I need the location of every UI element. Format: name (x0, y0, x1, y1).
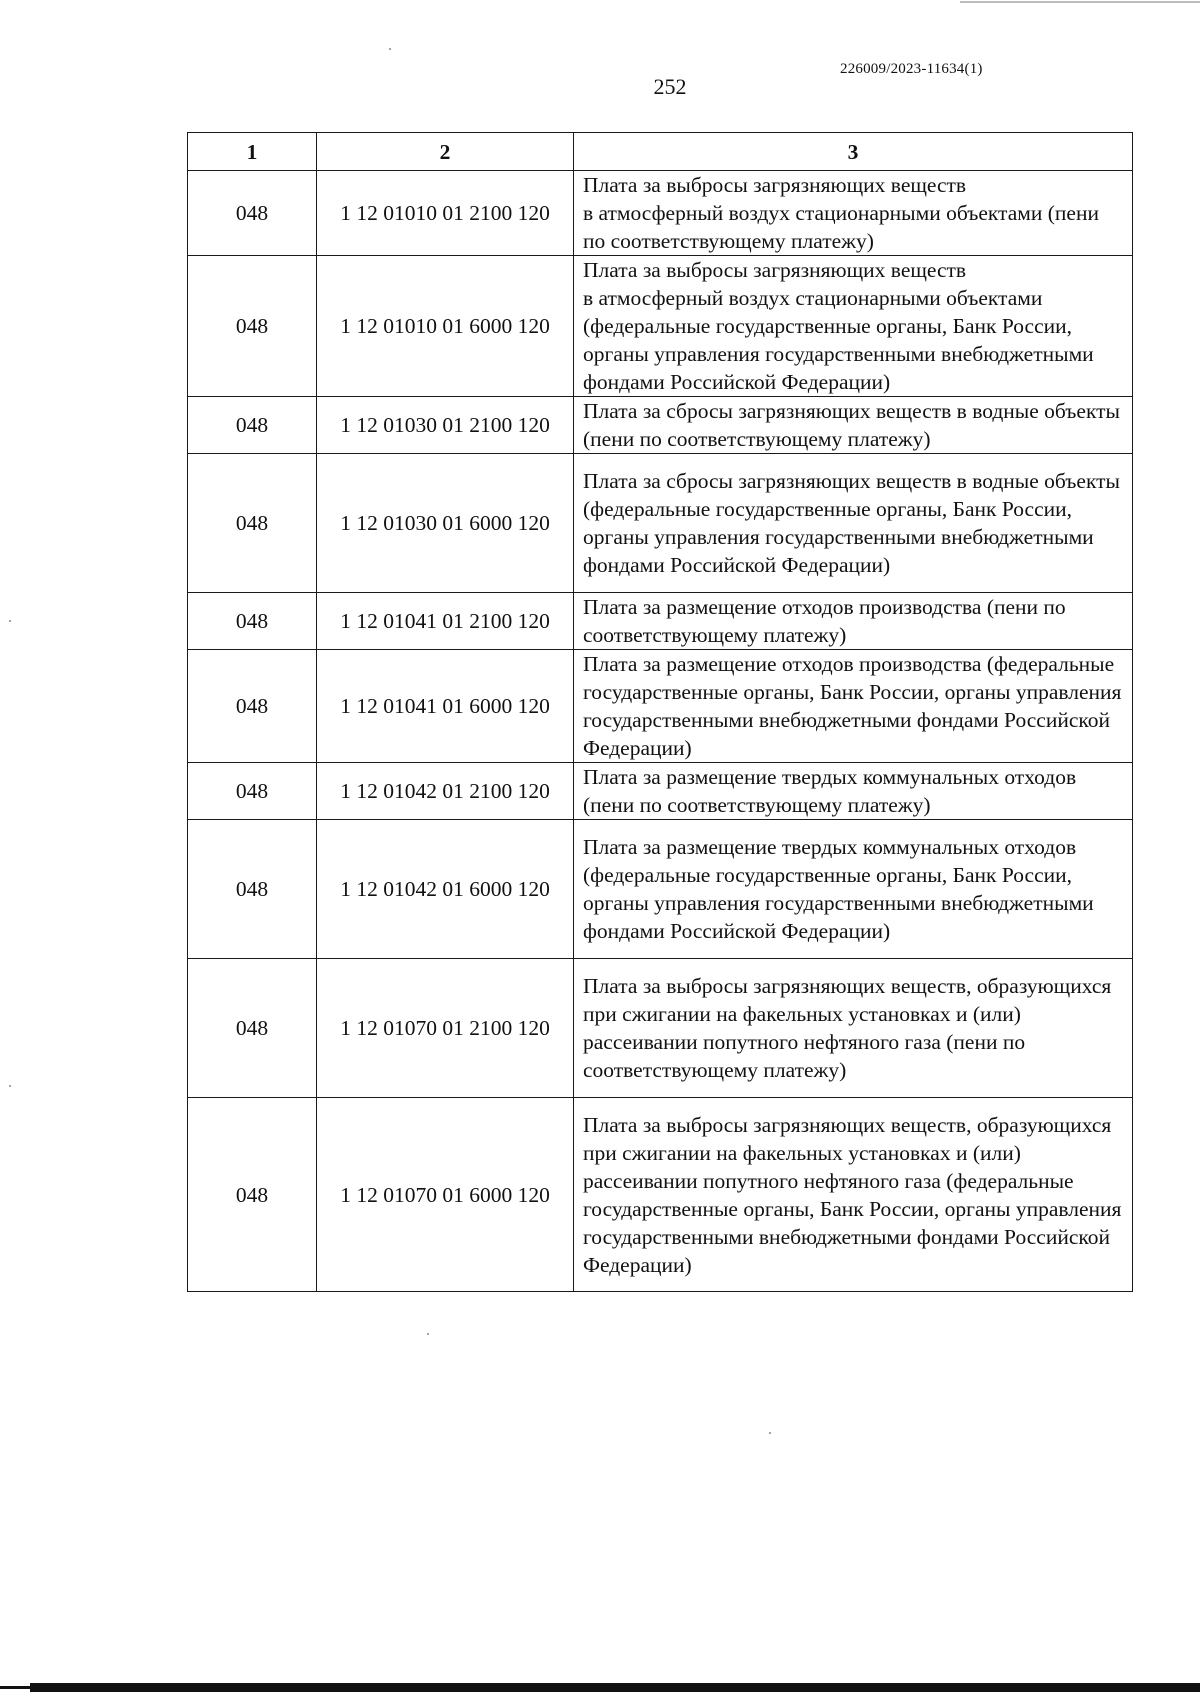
table-row (188, 454, 1133, 593)
budget-code-cell: 1 12 01041 01 2100 120 (317, 593, 574, 650)
agency-code-cell: 048 (188, 820, 317, 959)
budget-code-cell: 1 12 01010 01 2100 120 (317, 171, 574, 256)
table-row (188, 820, 1133, 959)
budget-codes-table-wrapper (187, 132, 1133, 1292)
table-row (188, 1098, 1133, 1292)
scan-speck (389, 48, 391, 50)
agency-code-cell: 048 (188, 1098, 317, 1292)
scan-speck (9, 620, 11, 622)
budget-code-cell: 1 12 01030 01 6000 120 (317, 454, 574, 593)
revenue-description-cell: Плата за размещение отходов производства (пени по соответствующему платежу) (574, 593, 1133, 650)
column-header-3: 3 (574, 133, 1133, 171)
revenue-description-cell: Плата за выбросы загрязняющих веществ, образующихся при сжигании на факельных установках и (или) рассеивании попутного нефтяного газа (федеральные государственные органы, Банк России, органы управления государственными внебюджетными фондами Российской Федерации) (574, 1098, 1133, 1292)
budget-code-cell: 1 12 01010 01 6000 120 (317, 256, 574, 397)
revenue-description-cell: Плата за размещение твердых коммунальных отходов (федеральные государственные органы, Банк России, органы управления государственными внебюджетными фондами Российской Федерации) (574, 820, 1133, 959)
table-row (188, 256, 1133, 397)
budget-code-cell: 1 12 01030 01 2100 120 (317, 397, 574, 454)
document-number: 226009/2023-11634(1) (840, 61, 983, 77)
table-body (188, 171, 1133, 1292)
agency-code-cell: 048 (188, 397, 317, 454)
revenue-description-cell: Плата за размещение твердых коммунальных отходов (пени по соответствующему платежу) (574, 763, 1133, 820)
column-header-2: 2 (317, 133, 574, 171)
table-row (188, 397, 1133, 454)
budget-code-cell: 1 12 01070 01 6000 120 (317, 1098, 574, 1292)
revenue-description-cell: Плата за размещение отходов производства (федеральные государственные органы, Банк России, органы управления государственными внебюджетными фондами Российской Федерации) (574, 650, 1133, 763)
table-row (188, 650, 1133, 763)
agency-code-cell: 048 (188, 593, 317, 650)
budget-code-cell: 1 12 01042 01 6000 120 (317, 820, 574, 959)
agency-code-cell: 048 (188, 454, 317, 593)
revenue-description-cell: Плата за сбросы загрязняющих веществ в водные объекты (пени по соответствующему платежу) (574, 397, 1133, 454)
agency-code-cell: 048 (188, 763, 317, 820)
budget-code-cell: 1 12 01041 01 6000 120 (317, 650, 574, 763)
table-row (188, 763, 1133, 820)
revenue-description-cell: Плата за выбросы загрязняющих веществ, образующихся при сжигании на факельных установках и (или) рассеивании попутного нефтяного газа (пени по соответствующему платежу) (574, 959, 1133, 1098)
budget-code-cell: 1 12 01042 01 2100 120 (317, 763, 574, 820)
revenue-description-cell: Плата за сбросы загрязняющих веществ в водные объекты (федеральные государственные органы, Банк России, органы управления государственными внебюджетными фондами Российской Федерации) (574, 454, 1133, 593)
budget-code-cell: 1 12 01070 01 2100 120 (317, 959, 574, 1098)
agency-code-cell: 048 (188, 650, 317, 763)
scan-speck (769, 1432, 771, 1434)
scan-speck (9, 1085, 11, 1087)
revenue-description-cell: Плата за выбросы загрязняющих веществ в атмосферный воздух стационарными объектами (пени по соответствующему платежу) (574, 171, 1133, 256)
agency-code-cell: 048 (188, 959, 317, 1098)
agency-code-cell: 048 (188, 171, 317, 256)
column-header-1: 1 (188, 133, 317, 171)
table-header-row (188, 133, 1133, 171)
top-edge-rule (960, 1, 1200, 3)
page-number: 252 (653, 74, 687, 99)
table-row (188, 593, 1133, 650)
budget-codes-table (187, 132, 1133, 1292)
table-row (188, 959, 1133, 1098)
table-row (188, 171, 1133, 256)
scan-speck (427, 1333, 429, 1335)
agency-code-cell: 048 (188, 256, 317, 397)
scan-bottom-edge (30, 1683, 1200, 1692)
revenue-description-cell: Плата за выбросы загрязняющих веществ в атмосферный воздух стационарными объектами (федеральные государственные органы, Банк России, органы управления государственными внебюджетными фондами Российской Федерации) (574, 256, 1133, 397)
